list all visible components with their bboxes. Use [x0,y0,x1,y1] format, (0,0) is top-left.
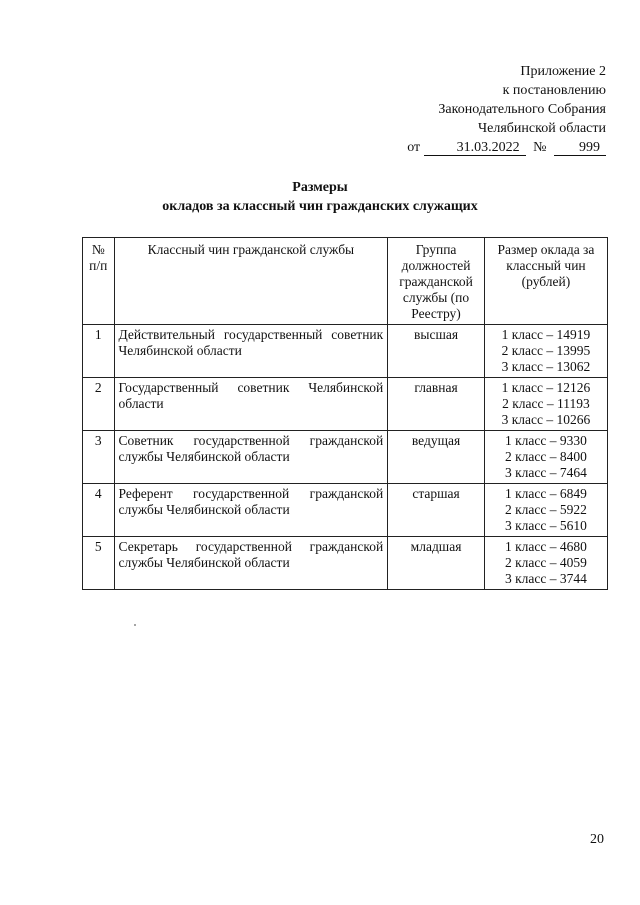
salary-class-1: 1 класс – 6849 [504,486,587,501]
row-number: 1 [83,325,115,378]
position-group: старшая [388,484,485,537]
position-group: ведущая [388,431,485,484]
header-group: Группа должностей гражданской службы (по Реестру) [388,238,485,325]
resolution-date: 31.03.2022 [424,140,526,156]
salary-class-3: 3 класс – 5610 [504,518,587,533]
position-group: главная [388,378,485,431]
resolution-number: 999 [554,140,606,156]
table-row [83,325,608,378]
document-title [0,178,640,216]
position-group: младшая [388,537,485,590]
salary-cell [484,537,607,590]
salary-class-3: 3 класс – 13062 [501,359,591,374]
row-number: 4 [83,484,115,537]
table-row [83,484,608,537]
salary-class-3: 3 класс – 3744 [504,571,587,586]
position-group: высшая [388,325,485,378]
scan-speck [134,624,136,626]
from-label: от [407,140,421,155]
table-row [83,378,608,431]
salary-class-1: 1 класс – 9330 [504,433,587,448]
appendix-header [407,62,606,157]
appendix-authority: Законодательного Собрания [438,102,606,117]
salary-class-2: 2 класс – 5922 [504,502,587,517]
rank-name: Действительный государственный советник Челябинской области [114,325,388,378]
table-row [83,537,608,590]
row-number: 3 [83,431,115,484]
appendix-region: Челябинской области [478,121,606,136]
appendix-reference: к постановлению [502,83,606,98]
salary-class-2: 2 класс – 8400 [504,449,587,464]
rank-name: Референт государственной гражданской службы Челябинской области [114,484,388,537]
header-no: № п/п [83,238,115,325]
rank-name: Секретарь государственной гражданской службы Челябинской области [114,537,388,590]
page-number: 20 [590,832,604,847]
salary-class-2: 2 класс – 13995 [501,343,591,358]
rank-name: Государственный советник Челябинской области [114,378,388,431]
number-label: № [533,140,547,155]
salary-class-1: 1 класс – 4680 [504,539,587,554]
resolution-date-line [407,138,606,157]
row-number: 5 [83,537,115,590]
salary-class-2: 2 класс – 4059 [504,555,587,570]
salary-cell [484,325,607,378]
rank-name: Советник государственной гражданской службы Челябинской области [114,431,388,484]
row-number: 2 [83,378,115,431]
salary-cell [484,378,607,431]
salary-cell [484,431,607,484]
title-line-2: окладов за классный чин гражданских служащих [162,199,478,214]
header-salary: Размер оклада за классный чин (рублей) [484,238,607,325]
table-row [83,431,608,484]
salary-class-2: 2 класс – 11193 [502,396,590,411]
salary-cell [484,484,607,537]
salary-class-1: 1 класс – 12126 [501,380,591,395]
title-line-1: Размеры [292,180,348,195]
salary-table [82,237,608,590]
table-header-row [83,238,608,325]
salary-class-1: 1 класс – 14919 [501,327,591,342]
salary-class-3: 3 класс – 10266 [501,412,591,427]
header-rank: Классный чин гражданской службы [114,238,388,325]
appendix-title: Приложение 2 [520,64,606,79]
salary-class-3: 3 класс – 7464 [504,465,587,480]
